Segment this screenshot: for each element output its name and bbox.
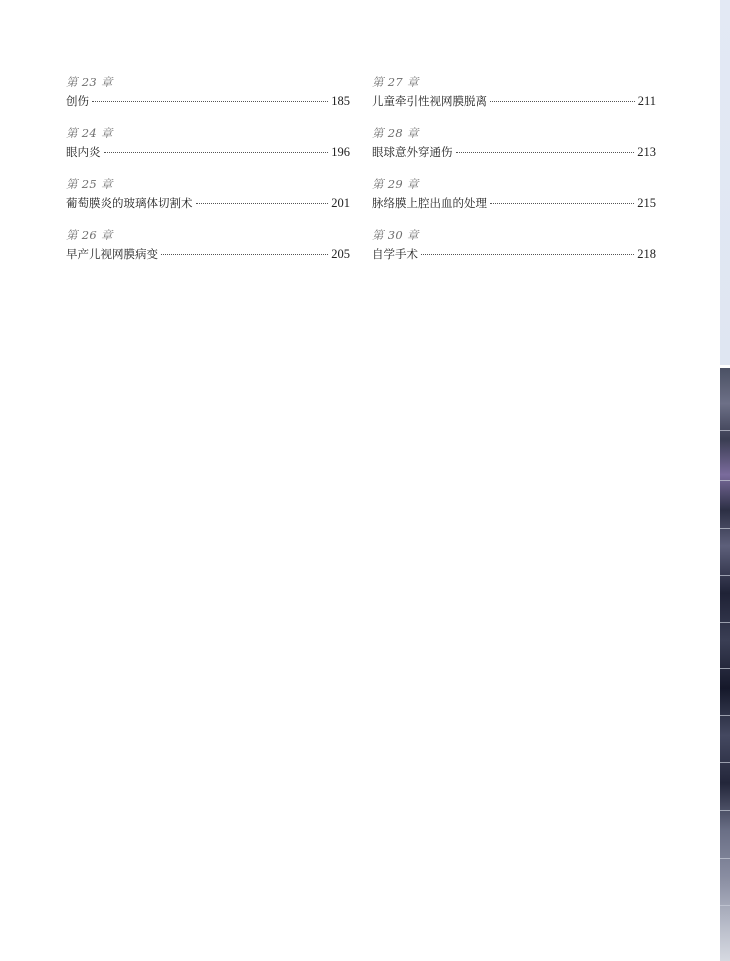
- toc-line: [372, 246, 656, 263]
- chapter-title: 葡萄膜炎的玻璃体切割术: [66, 196, 193, 210]
- strip-divider: [720, 622, 730, 623]
- strip-divider: [720, 905, 730, 906]
- strip-divider: [720, 430, 730, 431]
- page-edge-image-strip: [720, 368, 730, 961]
- toc-entry[interactable]: [372, 176, 656, 227]
- strip-divider: [720, 715, 730, 716]
- dot-leader: [196, 203, 329, 204]
- chapter-title: 眼球意外穿通伤: [372, 145, 453, 159]
- dot-leader: [421, 254, 634, 255]
- strip-divider: [720, 858, 730, 859]
- chapter-number: 第 23 章: [66, 75, 113, 89]
- strip-divider: [720, 668, 730, 669]
- dot-leader: [490, 101, 635, 102]
- toc-left-column: [66, 74, 350, 278]
- toc-line: [66, 246, 350, 263]
- toc-entry[interactable]: [66, 74, 350, 125]
- chapter-number: 第 28 章: [372, 126, 419, 140]
- toc-entry[interactable]: [66, 125, 350, 176]
- page-number: 185: [331, 94, 350, 108]
- page-number: 211: [637, 94, 656, 108]
- dot-leader: [161, 254, 328, 255]
- toc-entry[interactable]: [372, 227, 656, 278]
- page-number: 215: [637, 196, 656, 210]
- page-number: 218: [637, 247, 656, 261]
- toc-line: [66, 195, 350, 212]
- strip-divider: [720, 575, 730, 576]
- strip-divider: [720, 810, 730, 811]
- toc-line: [66, 93, 350, 110]
- toc-entry[interactable]: [66, 227, 350, 278]
- page-number: 213: [637, 145, 656, 159]
- table-of-contents: [66, 74, 656, 278]
- strip-divider: [720, 528, 730, 529]
- dot-leader: [92, 101, 328, 102]
- chapter-number: 第 26 章: [66, 228, 113, 242]
- chapter-title: 自学手术: [372, 247, 418, 261]
- toc-right-column: [372, 74, 656, 278]
- dot-leader: [104, 152, 329, 153]
- page-number: 205: [331, 247, 350, 261]
- toc-line: [372, 195, 656, 212]
- dot-leader: [456, 152, 635, 153]
- toc-entry[interactable]: [66, 176, 350, 227]
- chapter-number: 第 25 章: [66, 177, 113, 191]
- strip-divider: [720, 480, 730, 481]
- chapter-title: 早产儿视网膜病变: [66, 247, 158, 261]
- chapter-title: 眼内炎: [66, 145, 101, 159]
- chapter-title: 创伤: [66, 94, 89, 108]
- toc-line: [372, 144, 656, 161]
- chapter-number: 第 29 章: [372, 177, 419, 191]
- chapter-number: 第 27 章: [372, 75, 419, 89]
- strip-divider: [720, 762, 730, 763]
- chapter-number: 第 24 章: [66, 126, 113, 140]
- toc-entry[interactable]: [372, 125, 656, 176]
- chapter-number: 第 30 章: [372, 228, 419, 242]
- toc-line: [372, 93, 656, 110]
- toc-line: [66, 144, 350, 161]
- page-number: 201: [331, 196, 350, 210]
- dot-leader: [490, 203, 634, 204]
- chapter-title: 脉络膜上腔出血的处理: [372, 196, 487, 210]
- chapter-title: 儿童牵引性视网膜脱离: [372, 94, 487, 108]
- page-number: 196: [331, 145, 350, 159]
- toc-entry[interactable]: [372, 74, 656, 125]
